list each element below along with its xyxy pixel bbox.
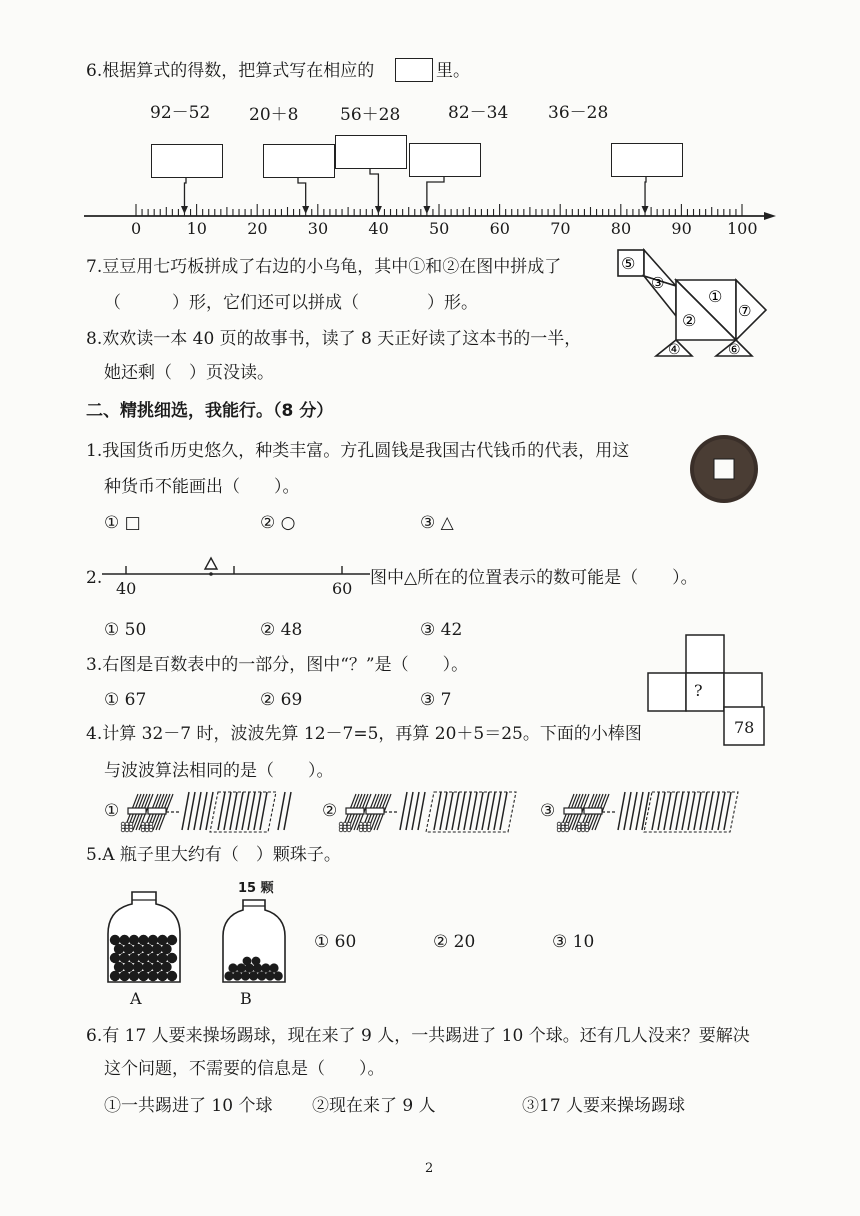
bead	[142, 962, 152, 972]
single-stick	[718, 792, 725, 830]
s5-option-1[interactable]: ① 60	[314, 932, 357, 952]
bead	[241, 971, 250, 980]
s3-line1: 3.右图是百数表中的一部分，图中“？”是（ ）。	[86, 655, 469, 675]
single-stick	[652, 792, 659, 830]
tick-label: 90	[671, 219, 692, 238]
hundred-chart-question: ?	[694, 681, 703, 700]
bead	[138, 971, 148, 981]
single-stick	[452, 792, 459, 830]
single-stick	[242, 792, 249, 830]
s1-option-1[interactable]: ① □	[104, 513, 141, 533]
tick-label: 50	[429, 219, 450, 238]
bead	[274, 971, 283, 980]
bead	[269, 963, 278, 972]
piece-1: ①	[708, 287, 723, 306]
expr-2: 20＋8	[249, 105, 299, 125]
tick-label: 30	[307, 219, 329, 238]
jar-b-count: 15 颗	[238, 881, 274, 896]
single-stick	[230, 792, 237, 830]
q6-prefix: 6.根据算式的得数，把算式写在相应的	[86, 61, 375, 81]
bead	[119, 935, 129, 945]
single-stick	[664, 792, 671, 830]
expr-4: 82－34	[448, 103, 509, 123]
s3-option-2[interactable]: ② 69	[260, 690, 303, 710]
bead	[110, 971, 120, 981]
single-stick	[224, 792, 231, 830]
piece-3: ③	[651, 274, 665, 292]
single-stick	[712, 792, 719, 830]
single-stick	[500, 792, 507, 830]
bead	[265, 971, 274, 980]
single-stick	[284, 792, 291, 830]
s6-line1: 6.有 17 人要来操场踢球，现在来了 9 人，一共踢进了 10 个球。还有几人没来？要解决	[86, 1026, 750, 1046]
s4-line1: 4.计算 32－7 时，波波先算 12－7=5，再算 20＋5＝25。下面的小棒图	[86, 724, 642, 744]
jar-a-label: A	[130, 989, 142, 1008]
s4-line2: 与波波算法相同的是（ ）。	[104, 761, 334, 781]
single-stick	[434, 792, 441, 830]
single-stick	[248, 792, 255, 830]
bead	[114, 944, 124, 954]
bead	[167, 935, 177, 945]
stick-diagram-2	[338, 788, 518, 838]
single-stick	[458, 792, 465, 830]
s6-option-2[interactable]: ②现在来了 9 人	[312, 1096, 436, 1116]
single-stick	[182, 792, 189, 830]
s2-label-60: 60	[332, 579, 353, 598]
bead	[138, 953, 148, 963]
tick-label: 100	[727, 219, 758, 238]
bead	[257, 971, 266, 980]
triangle-marker	[205, 558, 217, 569]
bead	[129, 971, 139, 981]
s3-option-1[interactable]: ① 67	[104, 690, 147, 710]
bead	[114, 962, 124, 972]
single-stick	[618, 792, 625, 830]
single-stick	[494, 792, 501, 830]
hundred-chart-fragment	[646, 633, 776, 748]
single-stick	[682, 792, 689, 830]
single-stick	[658, 792, 665, 830]
single-stick	[676, 792, 683, 830]
piece-7: ⑦	[738, 302, 752, 320]
bead	[138, 935, 148, 945]
bead	[157, 935, 167, 945]
single-stick	[624, 792, 631, 830]
expr-1: 92－52	[150, 103, 211, 123]
bead	[119, 971, 129, 981]
bead	[152, 962, 162, 972]
s2-text: 图中△所在的位置表示的数可能是（ ）。	[370, 568, 698, 588]
s2-option-3[interactable]: ③ 42	[420, 620, 463, 640]
single-stick	[694, 792, 701, 830]
bead	[161, 944, 171, 954]
bead	[110, 953, 120, 963]
s5-option-3[interactable]: ③ 10	[552, 932, 595, 952]
s4-option-2-label[interactable]: ②	[322, 801, 338, 821]
single-stick	[406, 792, 413, 830]
bead	[237, 963, 246, 972]
single-stick	[464, 792, 471, 830]
pointer-arrow	[184, 177, 186, 211]
s1-option-2[interactable]: ② ○	[260, 513, 296, 533]
jar-a	[104, 890, 184, 990]
bead	[228, 963, 237, 972]
s4-option-1-label[interactable]: ①	[104, 801, 120, 821]
section2-title: 二、精挑细选，我能行。（8 分）	[86, 401, 334, 421]
q7-line2: （ ）形，它们还可以拼成（ ）形。	[104, 293, 478, 313]
single-stick	[188, 792, 195, 830]
hundred-chart-78: 78	[734, 718, 755, 737]
single-stick	[700, 792, 707, 830]
expr-5: 36－28	[548, 103, 609, 123]
jar-b	[221, 898, 291, 990]
stick-diagram-1	[120, 788, 300, 838]
bead	[110, 935, 120, 945]
s6-line2: 这个问题，不需要的信息是（ ）。	[104, 1059, 385, 1079]
q8-line2: 她还剩（ ）页没读。	[104, 363, 274, 383]
s5-option-2[interactable]: ② 20	[433, 932, 476, 952]
single-stick	[400, 792, 407, 830]
bead	[261, 963, 270, 972]
tick-label: 70	[550, 219, 571, 238]
q6-suffix: 里。	[436, 61, 470, 81]
single-stick	[706, 792, 713, 830]
bead	[252, 957, 261, 966]
ancient-coin-image	[688, 433, 760, 505]
expr-3: 56＋28	[340, 105, 401, 125]
tangram-turtle	[612, 246, 772, 371]
bead	[233, 971, 242, 980]
bead	[167, 953, 177, 963]
single-stick	[670, 792, 677, 830]
single-stick	[206, 792, 213, 830]
single-stick	[636, 792, 643, 830]
tick-label: 20	[247, 219, 268, 238]
single-stick	[194, 792, 201, 830]
bead	[224, 971, 233, 980]
tick-label: 0	[131, 219, 142, 238]
bead	[157, 953, 167, 963]
pointer-arrow	[298, 177, 306, 211]
bead	[133, 944, 143, 954]
tick-label: 60	[489, 219, 510, 238]
piece-4: ④	[668, 342, 681, 358]
stick-diagram-3	[556, 788, 746, 838]
bead	[123, 944, 133, 954]
bead	[129, 953, 139, 963]
single-stick	[254, 792, 261, 830]
single-stick	[412, 792, 419, 830]
bead	[142, 944, 152, 954]
s3-option-3[interactable]: ③ 7	[420, 690, 452, 710]
bead	[157, 971, 167, 981]
bead	[152, 944, 162, 954]
s1-line2: 种货币不能画出（ ）。	[104, 477, 300, 497]
pointer-arrow	[427, 176, 444, 211]
single-stick	[236, 792, 243, 830]
page-number: 2	[425, 1161, 434, 1176]
s2-prefix: 2.	[86, 568, 103, 588]
s2-option-2[interactable]: ② 48	[260, 620, 303, 640]
s4-option-3-label[interactable]: ③	[540, 801, 556, 821]
s2-label-40: 40	[116, 579, 137, 598]
s6-option-3[interactable]: ③17 人要来操场踢球	[522, 1096, 686, 1116]
bead	[133, 962, 143, 972]
s1-line1: 1.我国货币历史悠久，种类丰富。方孔圆钱是我国古代钱币的代表，用这	[86, 441, 630, 461]
bead	[148, 971, 158, 981]
tick-label: 80	[610, 219, 632, 238]
bead	[119, 953, 129, 963]
single-stick	[482, 792, 489, 830]
s5-line1: 5.A 瓶子里大约有（ ）颗珠子。	[86, 845, 341, 865]
single-stick	[418, 792, 425, 830]
single-stick	[470, 792, 477, 830]
single-stick	[440, 792, 447, 830]
s2-option-1[interactable]: ① 50	[104, 620, 147, 640]
pointer-arrow	[370, 168, 378, 211]
piece-6: ⑥	[728, 342, 741, 358]
single-stick	[278, 792, 285, 830]
s6-option-1[interactable]: ①一共踢进了 10 个球	[104, 1096, 273, 1116]
piece-5: ⑤	[621, 254, 636, 273]
single-stick	[260, 792, 267, 830]
single-stick	[488, 792, 495, 830]
single-stick	[476, 792, 483, 830]
q8-line1: 8.欢欢读一本 40 页的故事书，读了 8 天正好读了这本书的一半，	[86, 329, 582, 349]
tick-label: 40	[368, 219, 389, 238]
bead	[148, 935, 158, 945]
bead	[243, 957, 252, 966]
pointer-arrow	[645, 176, 646, 211]
bead	[161, 962, 171, 972]
s1-option-3[interactable]: ③ △	[420, 513, 454, 533]
jar-b-label: B	[240, 989, 252, 1008]
bead	[129, 935, 139, 945]
q7-line1: 7.豆豆用七巧板拼成了右边的小乌龟，其中①和②在图中拼成了	[86, 257, 562, 277]
bead	[123, 962, 133, 972]
bead	[167, 971, 177, 981]
piece-2: ②	[682, 311, 697, 330]
single-stick	[630, 792, 637, 830]
single-stick	[200, 792, 207, 830]
tick-label: 10	[186, 219, 207, 238]
single-stick	[446, 792, 453, 830]
single-stick	[688, 792, 695, 830]
single-stick	[218, 792, 225, 830]
bead	[148, 953, 158, 963]
single-stick	[724, 792, 731, 830]
bead	[249, 971, 258, 980]
